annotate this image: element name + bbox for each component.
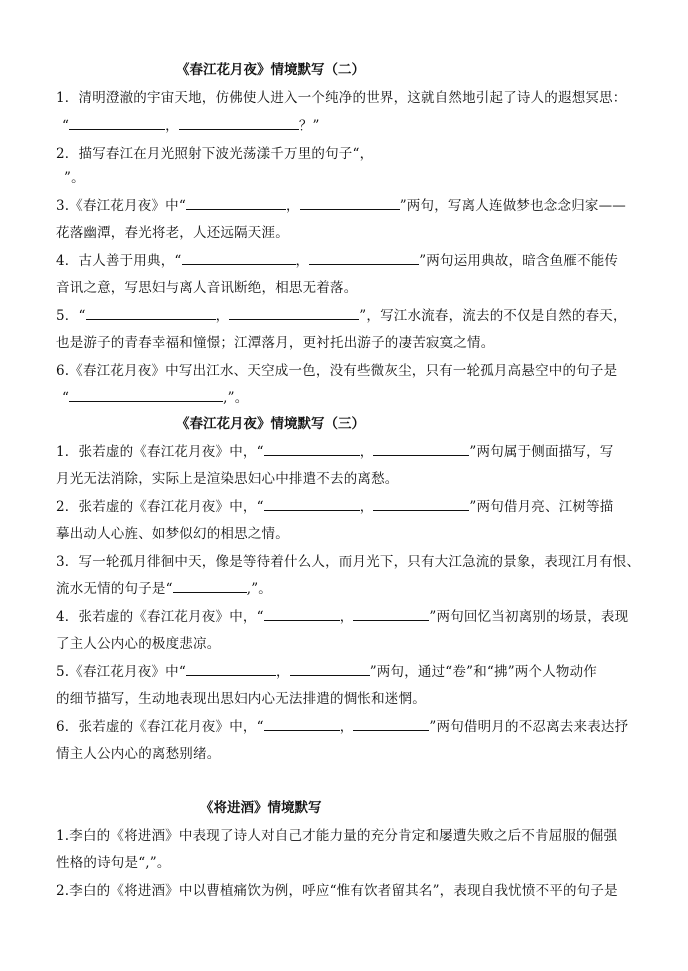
- question-line: 月光无法消除，实际上是渲染思妇心中排遣不去的离愁。: [56, 471, 399, 487]
- question-line: 1．清明澄澈的宇宙天地，仿佛使人进入一个纯净的世界，这就自然地引起了诗人的遐想冥思：: [56, 90, 627, 106]
- answer-blank[interactable]: [264, 717, 340, 731]
- answer-blank[interactable]: [264, 497, 360, 511]
- question-line: “ ， ？”: [62, 118, 320, 134]
- answer-blank[interactable]: [86, 306, 216, 320]
- answer-blank[interactable]: [186, 662, 276, 676]
- answer-blank[interactable]: [353, 717, 429, 731]
- question-line: 的细节描写，生动地表现出思妇内心无法排遣的惆怅和迷惘。: [56, 691, 426, 707]
- question-line: 2．描写春江在月光照射下波光荡漾千万里的句子“，: [56, 146, 374, 162]
- question-line: 6．张若虚的《春江花月夜》中，“ ， ”两句借明月的不忍离去来表达抒: [56, 719, 629, 735]
- question-line: “ ,”。: [62, 390, 249, 406]
- question-line: 1．张若虚的《春江花月夜》中，“ ， ”两句属于侧面描写，写: [56, 444, 614, 460]
- question-line: 性格的诗句是“,”。: [56, 855, 171, 871]
- question-line: 4．张若虚的《春江花月夜》中，“ ， ”两句回忆当初离别的场景，表现: [56, 609, 629, 625]
- answer-blank[interactable]: [182, 251, 296, 265]
- question-line: 音讯之意，写思妇与离人音讯断绝，相思无着落。: [56, 280, 358, 296]
- question-line: 2.李白的《将进酒》中以曹植痛饮为例，呼应“惟有饮者留其名”，表现自我忧愤不平的句子是: [56, 883, 618, 899]
- question-line: 3．写一轮孤月徘徊中天，像是等待着什么人，而月光下，只有大江急流的景象，表现江月有恨、: [56, 554, 641, 570]
- answer-blank[interactable]: [373, 497, 469, 511]
- question-line: 5．“ ， ”，写江水流春，流去的不仅是自然的春天，: [56, 308, 627, 324]
- question-line: 流水无情的句子是“ ,”。: [56, 581, 272, 597]
- answer-blank[interactable]: [186, 196, 286, 210]
- answer-blank[interactable]: [229, 306, 359, 320]
- question-line: 了主人公内心的极度悲凉。: [56, 636, 221, 652]
- answer-blank[interactable]: [173, 579, 247, 593]
- answer-blank[interactable]: [69, 116, 165, 130]
- question-line: 2．张若虚的《春江花月夜》中，“ ， ”两句借月亮、江树等描: [56, 499, 614, 515]
- answer-blank[interactable]: [290, 662, 370, 676]
- section-title: 《将进酒》情境默写: [200, 800, 322, 816]
- answer-blank[interactable]: [373, 442, 469, 456]
- question-line: 4．古人善于用典，“ ， ”两句运用典故，暗含鱼雁不能传: [56, 253, 619, 269]
- question-line: 5.《春江花月夜》中“ ， ”两句，通过“卷”和“拂”两个人物动作: [56, 664, 597, 680]
- question-line: ”。: [64, 170, 85, 186]
- answer-blank[interactable]: [300, 196, 400, 210]
- answer-blank[interactable]: [309, 251, 419, 265]
- question-line: 也是游子的青春幸福和憧憬；江潭落月，更衬托出游子的凄苦寂寞之情。: [56, 335, 495, 351]
- answer-blank[interactable]: [179, 116, 299, 130]
- question-line: 情主人公内心的离愁别绪。: [56, 746, 221, 762]
- question-line: 1.李白的《将进酒》中表现了诗人对自己才能力量的充分肯定和屡遭失败之后不肯屈服的倔强: [56, 828, 618, 844]
- answer-blank[interactable]: [264, 607, 340, 621]
- question-line: 摹出动人心旌、如梦似幻的相思之情。: [56, 526, 289, 542]
- section-title: 《春江花月夜》情境默写（二）: [176, 62, 365, 78]
- section-title: 《春江花月夜》情境默写（三）: [176, 416, 365, 432]
- question-line: 6.《春江花月夜》中写出江水、天空成一色，没有些微灰尘，只有一轮孤月高悬空中的句子是: [56, 363, 618, 379]
- question-line: 3.《春江花月夜》中“ ， ”两句，写离人连做梦也念念归家——: [56, 198, 626, 214]
- question-line: 花落幽潭，春光将老，人还远隔天涯。: [56, 225, 289, 241]
- answer-blank[interactable]: [69, 388, 223, 402]
- answer-blank[interactable]: [353, 607, 429, 621]
- answer-blank[interactable]: [264, 442, 360, 456]
